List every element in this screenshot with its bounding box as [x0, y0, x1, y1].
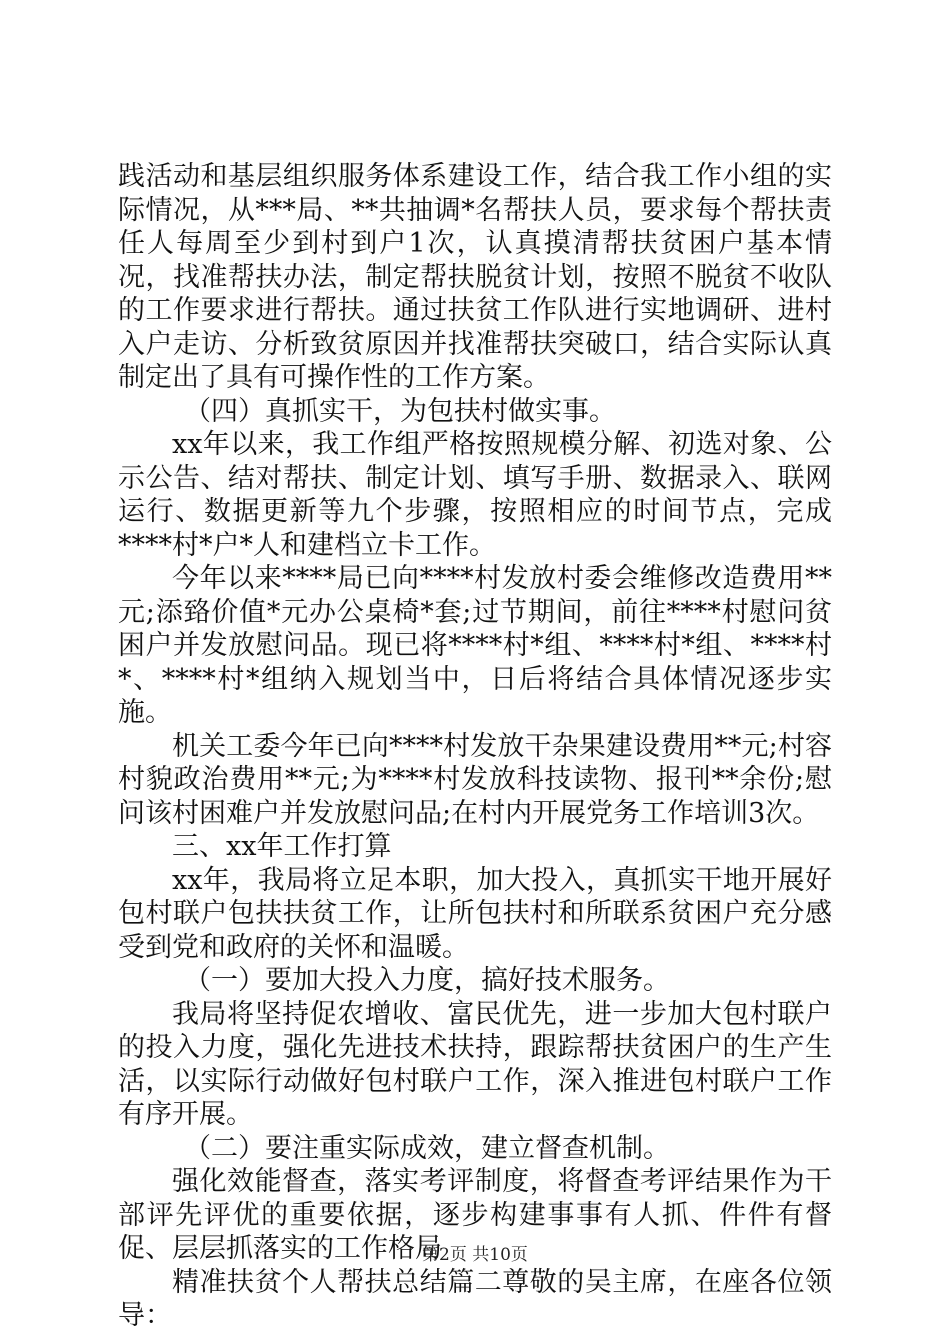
- page-number-footer: 第2页 共10页: [422, 1245, 528, 1265]
- paragraph-2: xx年以来，我工作组严格按照规模分解、初选对象、公示公告、结对帮扶、制定计划、填写手册、数据录入、联网运行、数据更新等九个步骤，按照相应的时间节点，完成****村*户*人和建档立卡工作。: [118, 429, 832, 561]
- section-heading-4: （四）真抓实干，为包扶村做实事。: [184, 395, 616, 427]
- paragraph-8: 精准扶贫个人帮扶总结篇二尊敬的吴主席，在座各位领导：: [118, 1266, 832, 1331]
- subsection-heading-2: （二）要注重实际成效，建立督查机制。: [184, 1132, 670, 1164]
- paragraph-1: 践活动和基层组织服务体系建设工作，结合我工作小组的实际情况，从***局、**共抽调*名帮扶人员，要求每个帮扶责任人每周至少到村到户1次，认真摸清帮扶贫困户基本情况，找准帮扶办法，制定帮扶脱贫计划，按照不脱贫不收队的工作要求进行帮扶。通过扶贫工作队进行实地调研、进村入户走访、分析致贫原因并找准帮扶突破口，结合实际认真制定出了具有可操作性的工作方案。: [118, 161, 832, 393]
- paragraph-4: 机关工委今年已向****村发放干杂果建设费用**元;村容村貌政治费用**元;为****村发放科技读物、报刊**余份;慰问该村困难户并发放慰问品;在村内开展党务工作培训3次。: [118, 730, 832, 829]
- paragraph-6: 我局将坚持促农增收、富民优先，进一步加大包村联户的投入力度，强化先进技术扶持，跟踪帮扶贫困户的生产生活，以实际行动做好包村联户工作，深入推进包村联户工作有序开展。: [118, 998, 832, 1130]
- paragraph-7: 强化效能督查，落实考评制度，将督查考评结果作为干部评先评优的重要依据，逐步构建事事有人抓、件件有督促、层层抓落实的工作格局: [118, 1166, 832, 1264]
- paragraph-5: xx年，我局将立足本职，加大投入，真抓实干地开展好包村联户包扶扶贫工作，让所包扶村和所联系贫困户充分感受到党和政府的关怀和温暖。: [118, 864, 832, 963]
- document-body: [118, 160, 832, 1333]
- section-heading-3: 三、xx年工作打算: [172, 831, 392, 862]
- subsection-heading-1: （一）要加大投入力度，搞好技术服务。: [184, 965, 670, 996]
- paragraph-3: 今年以来****局已向****村发放村委会维修改造费用**元;添臵价值*元办公桌椅*套;过节期间，前往****村慰问贫困户并发放慰问品。现已将****村*组、****村*组、****村*、****村*组纳入规划当中，日后将结合具体情况逐步实施。: [118, 563, 832, 728]
